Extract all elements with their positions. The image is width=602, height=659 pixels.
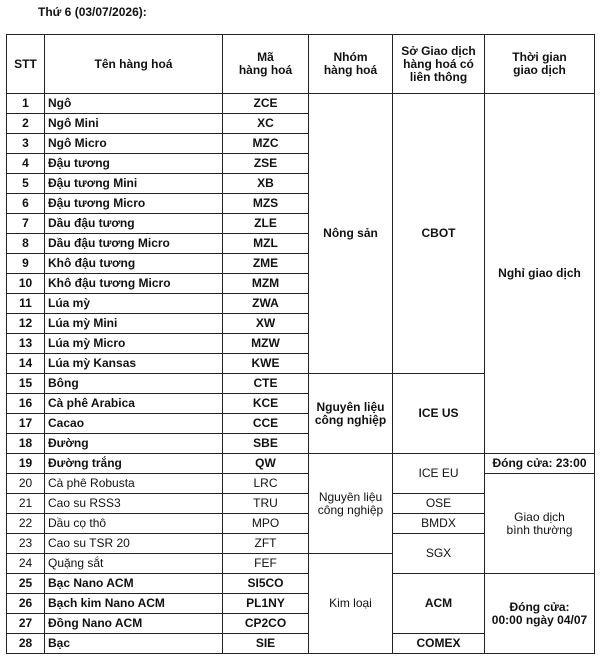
cell-code: KWE [223,354,309,374]
cell-code: XC [223,114,309,134]
cell-stt: 17 [7,414,45,434]
cell-exchange-ice-us: ICE US [393,374,485,454]
cell-code: TRU [223,494,309,514]
cell-stt: 11 [7,294,45,314]
table-row [7,94,595,114]
cell-exchange-bmdx: BMDX [393,514,485,534]
table-row [7,454,595,474]
header-group: Nhóm hàng hoá [309,35,393,94]
cell-name: Bạch kim Nano ACM [45,594,223,614]
cell-stt: 13 [7,334,45,354]
cell-exchange-cbot: CBOT [393,94,485,374]
header-time: Thời gian giao dịch [485,35,595,94]
cell-stt: 26 [7,594,45,614]
cell-code: ZSE [223,154,309,174]
cell-name: Ngô [45,94,223,114]
cell-stt: 27 [7,614,45,634]
cell-stt: 7 [7,214,45,234]
cell-stt: 5 [7,174,45,194]
cell-code: MZM [223,274,309,294]
cell-code: SI5CO [223,574,309,594]
cell-stt: 16 [7,394,45,414]
table-header-row [7,35,595,94]
cell-name: Đường [45,434,223,454]
cell-name: Cao su TSR 20 [45,534,223,554]
cell-stt: 3 [7,134,45,154]
cell-name: Cacao [45,414,223,434]
cell-stt: 6 [7,194,45,214]
cell-stt: 4 [7,154,45,174]
header-stt: STT [7,35,45,94]
cell-code: ZCE [223,94,309,114]
cell-stt: 15 [7,374,45,394]
cell-name: Đậu tương Mini [45,174,223,194]
cell-group-metals: Kim loại [309,554,393,654]
cell-name: Đồng Nano ACM [45,614,223,634]
cell-name: Khô đậu tương [45,254,223,274]
cell-stt: 2 [7,114,45,134]
cell-stt: 1 [7,94,45,114]
cell-name: Lúa mỳ Kansas [45,354,223,374]
cell-code: QW [223,454,309,474]
cell-stt: 14 [7,354,45,374]
cell-stt: 19 [7,454,45,474]
cell-stt: 20 [7,474,45,494]
cell-name: Cà phê Arabica [45,394,223,414]
cell-stt: 21 [7,494,45,514]
cell-name: Dầu cọ thô [45,514,223,534]
cell-time-normal: Giao dịch bình thường [485,474,595,574]
cell-name: Đậu tương [45,154,223,174]
cell-name: Lúa mỳ [45,294,223,314]
cell-exchange-ose: OSE [393,494,485,514]
cell-name: Bạc [45,634,223,654]
cell-stt: 22 [7,514,45,534]
cell-name: Dầu đậu tương Micro [45,234,223,254]
cell-code: MZS [223,194,309,214]
cell-exchange-acm: ACM [393,574,485,634]
cell-name: Quặng sắt [45,554,223,574]
cell-code: MPO [223,514,309,534]
cell-name: Lúa mỳ Micro [45,334,223,354]
cell-code: LRC [223,474,309,494]
cell-code: FEF [223,554,309,574]
cell-name: Ngô Mini [45,114,223,134]
cell-stt: 18 [7,434,45,454]
trading-schedule-table [6,34,595,654]
cell-code: XW [223,314,309,334]
table-row [7,474,595,494]
header-name: Tên hàng hoá [45,35,223,94]
cell-exchange-comex: COMEX [393,634,485,654]
header-code: Mã hàng hoá [223,35,309,94]
cell-code: XB [223,174,309,194]
cell-stt: 12 [7,314,45,334]
cell-name: Lúa mỳ Mini [45,314,223,334]
cell-code: ZME [223,254,309,274]
cell-name: Bông [45,374,223,394]
cell-stt: 10 [7,274,45,294]
table-row [7,574,595,594]
cell-time-halt: Nghỉ giao dịch [485,94,595,454]
document-caption: Thứ 6 (03/07/2026): [38,5,147,19]
cell-code: KCE [223,394,309,414]
cell-name: Bạc Nano ACM [45,574,223,594]
cell-code: ZLE [223,214,309,234]
header-exchange: Sở Giao dịch hàng hoá có liên thông [393,35,485,94]
cell-group-agri: Nông sản [309,94,393,374]
cell-name: Đường trắng [45,454,223,474]
cell-name: Khô đậu tương Micro [45,274,223,294]
cell-name: Dầu đậu tương [45,214,223,234]
cell-code: CTE [223,374,309,394]
cell-name: Cao su RSS3 [45,494,223,514]
cell-code: PL1NY [223,594,309,614]
cell-stt: 9 [7,254,45,274]
cell-code: ZFT [223,534,309,554]
cell-time-close-next: Đóng cửa: 00:00 ngày 04/07 [485,574,595,654]
cell-name: Cà phê Robusta [45,474,223,494]
cell-code: ZWA [223,294,309,314]
cell-code: MZW [223,334,309,354]
cell-stt: 28 [7,634,45,654]
cell-code: SBE [223,434,309,454]
cell-code: MZC [223,134,309,154]
cell-stt: 24 [7,554,45,574]
cell-stt: 23 [7,534,45,554]
cell-code: MZL [223,234,309,254]
cell-group-industrial-2: Nguyên liệu công nghiệp [309,454,393,554]
cell-time-close-23: Đóng cửa: 23:00 [485,454,595,474]
cell-stt: 25 [7,574,45,594]
cell-group-industrial-1: Nguyên liệu công nghiệp [309,374,393,454]
cell-code: CCE [223,414,309,434]
cell-exchange-ice-eu: ICE EU [393,454,485,494]
cell-name: Đậu tương Micro [45,194,223,214]
cell-code: SIE [223,634,309,654]
cell-exchange-sgx: SGX [393,534,485,574]
cell-stt: 8 [7,234,45,254]
cell-name: Ngô Micro [45,134,223,154]
cell-code: CP2CO [223,614,309,634]
